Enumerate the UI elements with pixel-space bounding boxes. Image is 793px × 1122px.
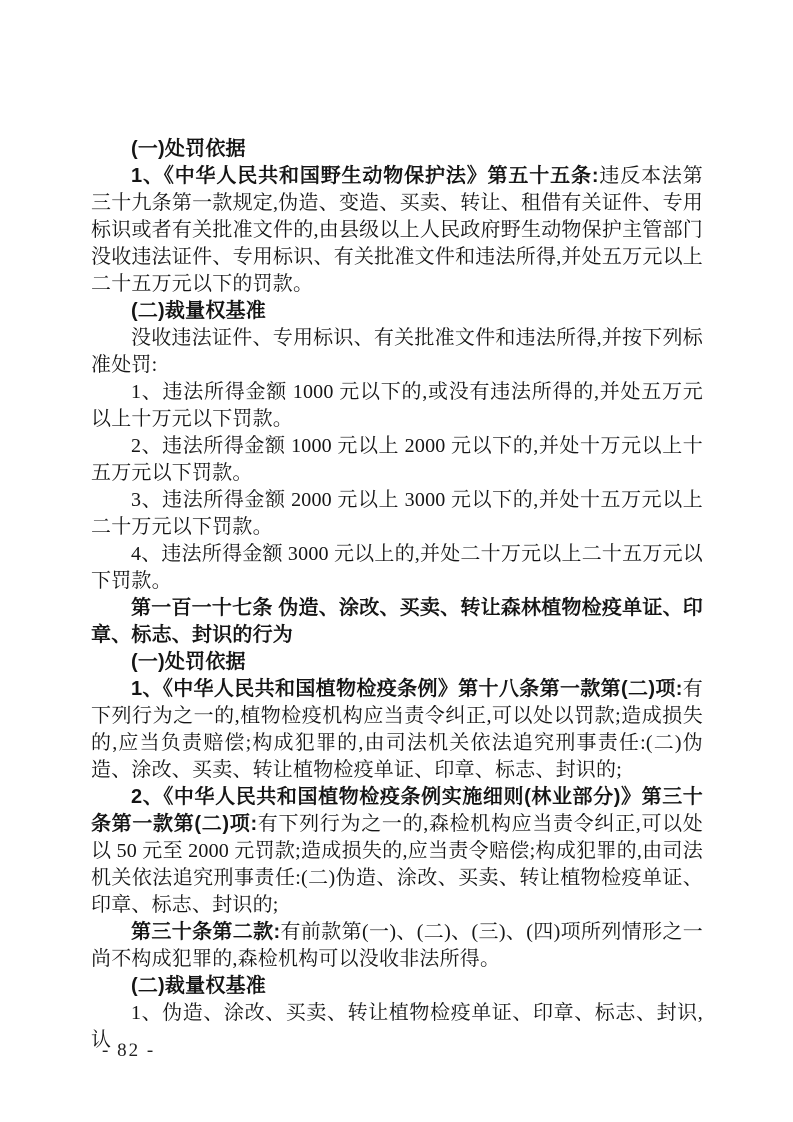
text-run: 违反本法第三十九条第一款规定,伪造、变造、买卖、转让、租借有关证件、专用标识或者有关批准文件的,由县级以上人民政府野生动物保护主管部门没收违法证件、专用标识、有关批准文件和违法所得,并处五万元以上二十五万元以下的罚款。: [91, 165, 703, 295]
bold-text-run: 1、《中华人民共和国野生动物保护法》第五十五条:: [131, 165, 599, 187]
text-run: 有下列行为之一的,森检机构应当责令纠正,可以处以 50 元至 2000 元罚款;造成损失的,应当责令赔偿;构成犯罪的,由司法机关依法追究刑事责任:(二)伪造、涂改、买卖、转让植物检疫单证、印章、标志、封识的;: [91, 813, 704, 916]
bold-text-run: (一)处罚依据: [131, 138, 246, 160]
page-footer: [102, 1040, 155, 1062]
bold-text-run: (二)裁量权基准: [131, 975, 266, 997]
text-run: 2、违法所得金额 1000 元以上 2000 元以下的,并处十万元以上十五万元以下罚款。: [91, 435, 703, 484]
bold-text-run: (二)裁量权基准: [131, 300, 266, 322]
paragraph: [91, 919, 703, 973]
paragraph: [91, 487, 703, 541]
paragraph: [91, 541, 703, 595]
paragraph: [91, 163, 703, 298]
bold-text-run: 第一百一十七条 伪造、涂改、买卖、转让森林植物检疫单证、印章、标志、封识的行为: [91, 597, 703, 646]
text-run: 没收违法证件、专用标识、有关批准文件和违法所得,并按下列标准处罚:: [91, 327, 703, 376]
text-run: 有下列行为之一的,植物检疫机构应当责令纠正,可以处以罚款;造成损失的,应当负责赔偿;构成犯罪的,由司法机关依法追究刑事责任:(二)伪造、涂改、买卖、转让植物检疫单证、印章、标志、封识的;: [91, 678, 703, 781]
text-run: 4、违法所得金额 3000 元以上的,并处二十万元以上二十五万元以下罚款。: [91, 543, 703, 592]
paragraph: [91, 1000, 703, 1054]
text-run: 1、伪造、涂改、买卖、转让植物检疫单证、印章、标志、封识,认: [91, 1002, 703, 1051]
paragraph: [91, 379, 703, 433]
text-run: 3、违法所得金额 2000 元以上 3000 元以下的,并处十五万元以上二十万元以下罚款。: [91, 489, 703, 538]
subheading: [91, 649, 703, 676]
paragraph: [91, 325, 703, 379]
article-heading: [91, 595, 703, 649]
bold-text-run: 2、《中华人民共和国植物检疫条例实施细则(林业部分)》第三十条第一款第(二)项:: [91, 786, 703, 835]
text-run: 1、违法所得金额 1000 元以下的,或没有违法所得的,并处五万元以上十万元以下罚款。: [91, 381, 703, 430]
bold-text-run: 1、《中华人民共和国植物检疫条例》第十八条第一款第(二)项:: [131, 678, 683, 700]
subheading: [91, 298, 703, 325]
page-number: - 82 -: [102, 1040, 156, 1061]
subheading: [91, 136, 703, 163]
text-run: 有前款第(一)、(二)、(三)、(四)项所列情形之一尚不构成犯罪的,森检机构可以没收非法所得。: [91, 921, 703, 970]
bold-text-run: (一)处罚依据: [131, 651, 246, 673]
subheading: [91, 973, 703, 1000]
paragraph: [91, 784, 703, 919]
bold-text-run: 第三十条第二款:: [131, 921, 281, 943]
paragraph: [91, 676, 703, 784]
paragraph: [91, 433, 703, 487]
document-body: [91, 136, 703, 1054]
